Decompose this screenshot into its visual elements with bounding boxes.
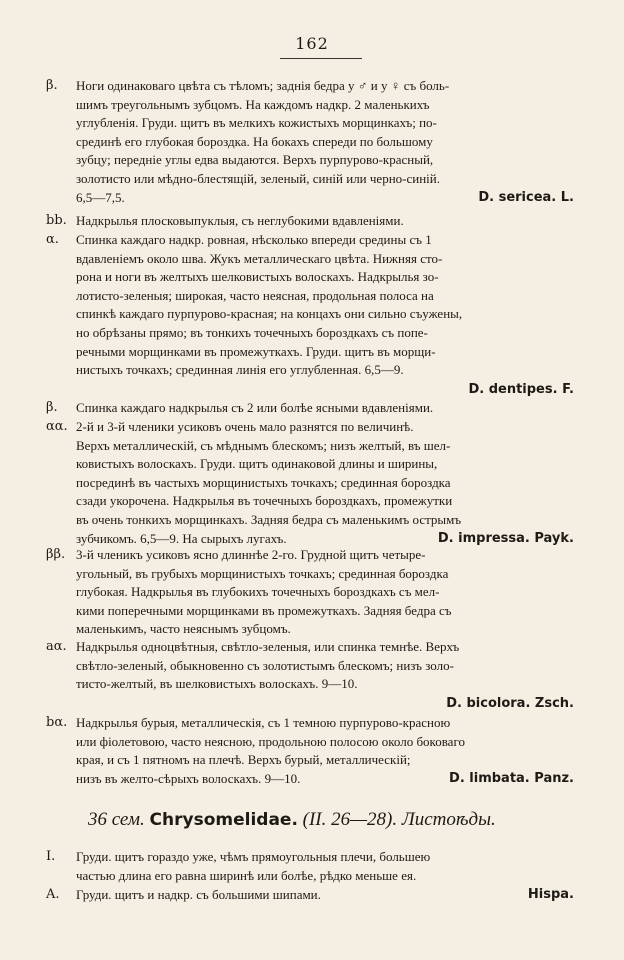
- entry-line: зубчикомъ. 6,5—9. На сырыхъ лугахъ.: [76, 530, 287, 546]
- entry-line: ковистыхъ волоскахъ. Груди. щитъ одинаковой длины и ширины,: [76, 456, 438, 472]
- entry-line: Ноги одинаковаго цвѣта съ тѣломъ; заднія бедра у ♂ и у ♀ съ боль-: [76, 78, 450, 93]
- entry-species-line: [76, 694, 574, 714]
- entry-marker: A.: [46, 887, 60, 902]
- entry-marker: β.: [46, 400, 58, 415]
- entry-line: 2-й и 3-й членики усиковъ очень мало разнятся по величинѣ.: [76, 419, 414, 434]
- entry-last-line: [76, 886, 574, 905]
- entry-marker: α.: [46, 232, 59, 247]
- entry-marker: bb.: [46, 213, 67, 228]
- entry-line: Груди. щитъ гораздо уже, чѣмъ прямоугольныя плечи, большею: [76, 849, 431, 864]
- entry-line: 3-й членикъ усиковъ ясно длиннѣе 2-го. Грудной щитъ четыре-: [76, 547, 426, 562]
- key-entry-a-alpha-bicolora: [46, 638, 574, 713]
- entry-line: въ очень тонкихъ морщинкахъ. Задняя бедра съ маленькимъ острымъ: [76, 511, 462, 527]
- entry-line: Спинка каждаго надкр. ровная, нѣсколько впереди средины съ 1: [76, 232, 432, 247]
- key-entry-beta-beta: [46, 546, 574, 639]
- entry-line: срединѣ его глубокая бороздка. На бокахъ спереди по большому: [76, 133, 433, 149]
- entry-line: глубокая. Надкрылья въ глубокихъ точечныхъ бороздкахъ съ мел-: [76, 584, 440, 600]
- entry-line: тисто-желтый, въ шелковистыхъ волоскахъ. 9—10.: [76, 676, 358, 692]
- entry-line: нистыхъ точкахъ; срединная линія его углубленная. 6,5—9.: [76, 362, 404, 378]
- entry-line: кими поперечными морщинками въ промежуткахъ. Задняя бедра съ: [76, 602, 452, 618]
- species-name: D. dentipes. F.: [468, 381, 574, 397]
- key-entry-A-hispa: [46, 886, 574, 905]
- entry-line: маленькимъ, часто неяснымъ зубцомъ.: [76, 621, 291, 637]
- species-name: D. limbata. Panz.: [449, 770, 574, 786]
- entry-line: Верхъ металлическій, съ мѣднымъ блескомъ; низъ желтый, въ шел-: [76, 437, 451, 453]
- entry-species-line: [76, 380, 574, 400]
- key-entry-alpha-alpha-impressa: [46, 418, 574, 548]
- species-name: D. bicolora. Zsch.: [446, 695, 574, 711]
- key-entry-b-alpha-limbata: [46, 714, 574, 788]
- species-name: D. impressa. Payk.: [437, 530, 574, 546]
- entry-line: лотисто-зеленыя; широкая, часто неясная, продольная полоса на: [76, 287, 434, 303]
- page-number: 162: [295, 34, 329, 53]
- entry-line: золотисто или мѣдно-блестящій, зеленый, синій или черно-синій.: [76, 170, 440, 186]
- entry-line: но обрѣзаны прямо; въ тонкихъ точечныхъ бороздкахъ съ попе-: [76, 324, 428, 340]
- entry-line: шимъ треугольнымъ зубцомъ. На каждомъ надкр. 2 маленькихъ: [76, 96, 430, 112]
- entry-line: речными морщинками въ промежуткахъ. Груди. щитъ въ морщи-: [76, 343, 436, 359]
- entry-line: посрединѣ въ частыхъ морщинистыхъ точкахъ; срединная бороздка: [76, 474, 451, 490]
- entry-line: Надкрылья бурыя, металлическія, съ 1 темною пурпурово-красною: [76, 715, 451, 730]
- entry-last-line: [76, 770, 574, 789]
- entry-line: низъ въ желто-сѣрыхъ волоскахъ. 9—10.: [76, 770, 301, 786]
- entry-line: свѣтло-зеленый, обыкновенно съ золотистымъ блескомъ; низъ золо-: [76, 657, 454, 673]
- entry-line: или фіолетовою, часто неясною, продольною полосою около боковаго: [76, 733, 465, 749]
- genus-name: Hispa.: [527, 887, 574, 902]
- entry-marker: aα.: [46, 639, 67, 654]
- entry-line: частью длина его равна ширинѣ или болѣе, рѣдко меньше ея.: [76, 867, 417, 883]
- family-heading: [88, 808, 568, 832]
- family-plates: (II. 26—28).: [302, 809, 398, 830]
- entry-marker: I.: [46, 849, 56, 864]
- family-name: Chrysomelidae.: [149, 810, 298, 830]
- key-entry-beta-two-impressions: [46, 399, 574, 418]
- entry-line: Надкрылья одноцвѣтныя, свѣтло-зеленыя, или спинка темнѣе. Верхъ: [76, 639, 460, 654]
- entry-line: края, и съ 1 пятномъ на плечѣ. Верхъ бурый, металлическій;: [76, 752, 411, 768]
- entry-last-line: [76, 189, 574, 208]
- entry-line: Надкрылья плосковыпуклыя, съ неглубокими вдавленіями.: [76, 213, 404, 228]
- entry-line: Спинка каждаго надкрылья съ 2 или болѣе ясными вдавленіями.: [76, 400, 434, 415]
- entry-line: угольный, въ грубыхъ морщинистыхъ точкахъ; срединная бороздка: [76, 565, 449, 581]
- entry-line: вдавленіемъ около шва. Жукъ металлическаго цвѣта. Нижняя сто-: [76, 250, 443, 266]
- entry-line: зубцу; передніе углы едва выдаются. Верхъ пурпурово-красный,: [76, 152, 434, 168]
- entry-line: углубленія. Груди. щитъ въ мелкихъ кожистыхъ морщинкахъ; по-: [76, 115, 437, 131]
- entry-marker: ββ.: [46, 547, 66, 562]
- entry-line: рона и ноги въ желтыхъ шелковистыхъ волоскахъ. Надкрылья зо-: [76, 269, 439, 285]
- entry-marker: β.: [46, 78, 58, 93]
- species-name: D. sericea. L.: [478, 189, 574, 205]
- family-russian-name: Листоѣды.: [401, 809, 496, 830]
- key-entry-beta-sericea: [46, 77, 574, 207]
- entry-marker: bα.: [46, 715, 68, 730]
- entry-line: Груди. щитъ и надкр. съ большими шипами.: [76, 887, 321, 902]
- family-number: 36 сем.: [88, 809, 145, 830]
- entry-line: сзади укорочена. Надкрылья въ точечныхъ бороздкахъ, промежутки: [76, 493, 453, 509]
- key-entry-bb: [46, 212, 574, 231]
- page-number-rule: [280, 58, 362, 59]
- entry-line: спинкѣ каждаго пурпурово-красная; на концахъ они сильно съужены,: [76, 306, 463, 322]
- key-entry-alpha-dentipes: [46, 231, 574, 399]
- entry-line: 6,5—7,5.: [76, 189, 125, 205]
- key-entry-I: [46, 848, 574, 885]
- entry-marker: αα.: [46, 419, 68, 434]
